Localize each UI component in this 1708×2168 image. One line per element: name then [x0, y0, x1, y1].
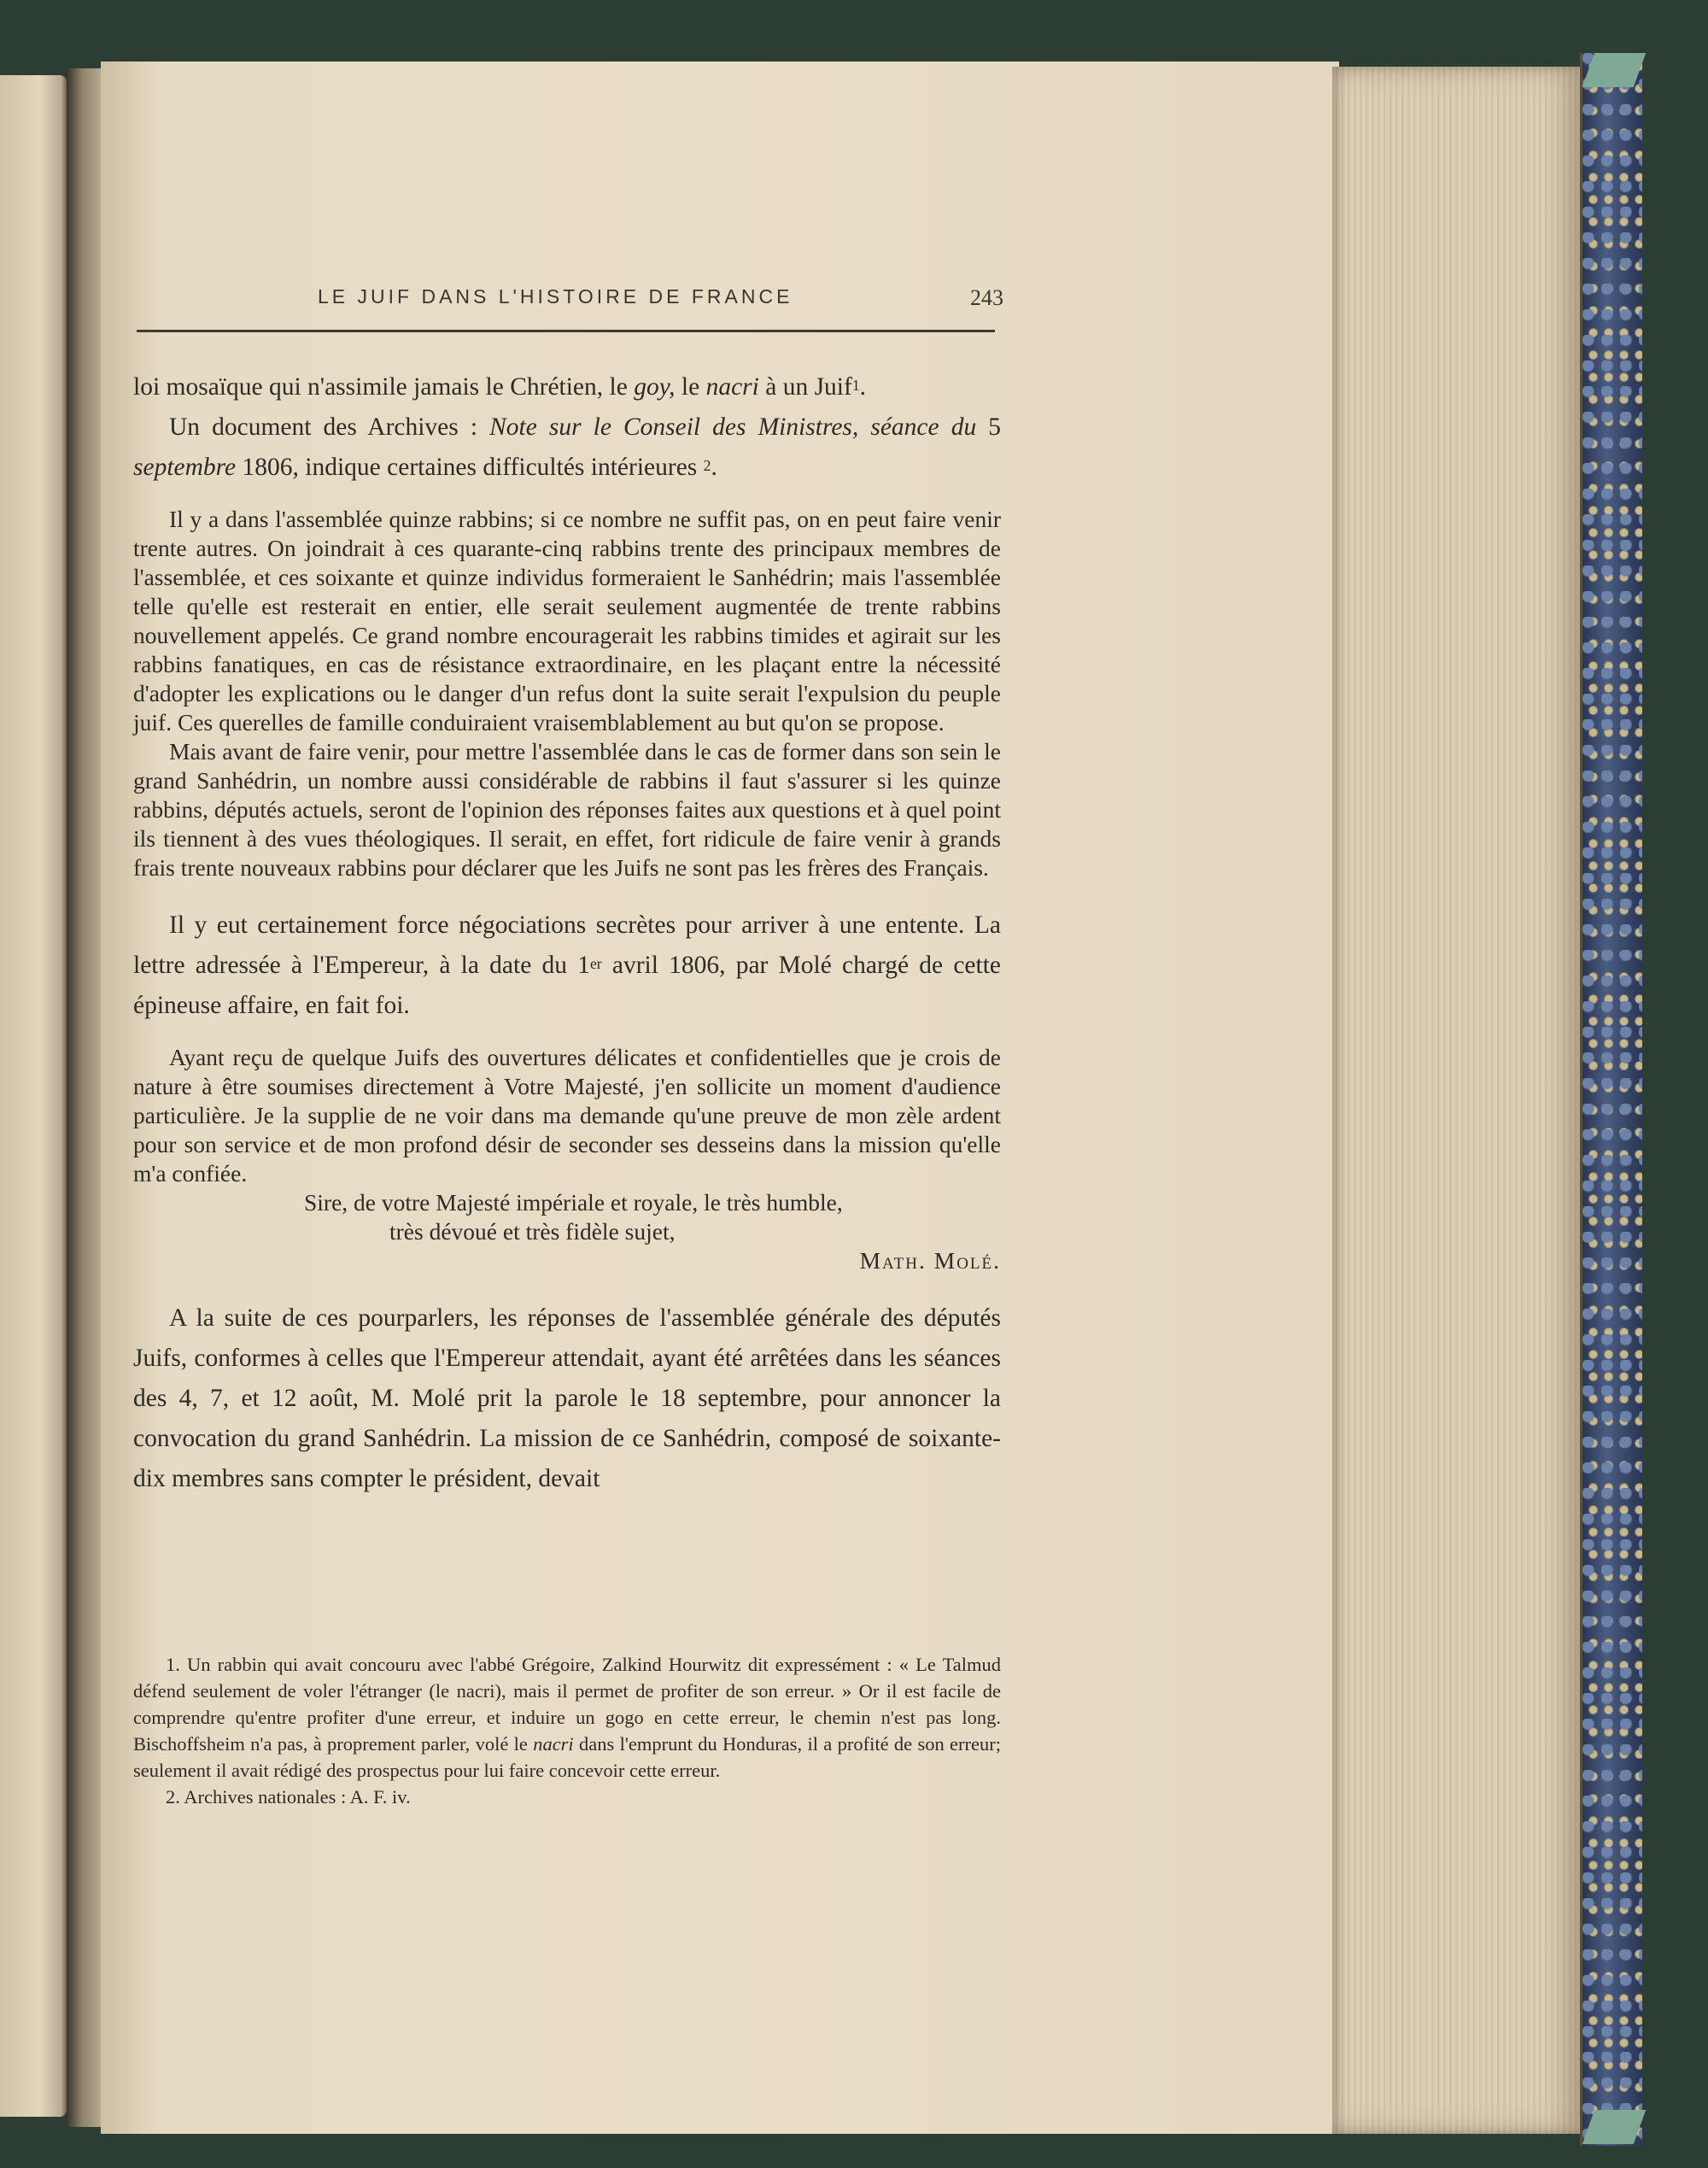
paragraph-2: Un document des Archives : Note sur le Conseil des Ministres, séance du 5 septembre 1806, indique certaines difficultés intérieures $^2$.	[133, 413, 1001, 481]
paragraph-4: A la suite de ces pourparlers, les réponses de l'assemblée générale des députés Juifs, conformes à celles que l'Empereur attendait, ayant été arrêtées dans les séances des 4, 7, et 12 août, M. Molé prit la parole le 18 septembre, pour annoncer la convocation du grand Sanhédrin. La mission de ce Sanhédrin, composé de soixante-dix membres sans compter le président, devait	[133, 1304, 1001, 1492]
footnote-ref-1: 1	[851, 377, 860, 394]
page-number: 243	[970, 285, 1003, 310]
header-rule	[137, 330, 995, 332]
page-fore-edge	[1332, 67, 1584, 2134]
quote-1-paragraph-1: Il y a dans l'assemblée quinze rabbins; si ce nombre ne suffit pas, on en peut faire venir trente autres. On joindrait à ces quarante-cinq rabbins trente des principaux membres de l'assemblée, et ces soixante et quinze individus formeraient le Sanhédrin; mais l'assemblée telle qu'elle est resterait en entier, elle serait seulement augmentée de trente rabbins nouvellement appelés. Ce grand nombre encouragerait les rabbins timides et agirait sur les rabbins fanatiques, en cas de résistance extraordinaire, en les plaçant entre la nécessité d'adopter les explications ou le danger d'un refus dont la suite serait l'expulsion du peuple juif. Ces querelles de famille conduiraient vraisemblablement au but qu'on se propose.	[133, 506, 1001, 735]
footnote-2: 2. Archives nationales : A. F. iv.	[166, 1786, 411, 1808]
footnotes	[133, 1651, 1001, 1810]
signature-line-2: très dévoué et très fidèle sujet,	[389, 1218, 676, 1245]
footnote-1: 1. Un rabbin qui avait concouru avec l'abbé Grégoire, Zalkind Hourwitz dit expressément : « Le Talmud défend seulement de voler l'étranger (le nacri), mais il permet de profiter de son erreur. » Or il est facile de comprendre qu'entre profiter d'une erreur, et induire un gogo en cette erreur, le chemin n'est pas long. Bischoffsheim n'a pas, à proprement parler, volé le nacri dans l'emprunt du Honduras, il a profité de son erreur; seulement il avait rédigé des prospectus pour lui faire concevoir cette erreur.	[133, 1654, 1001, 1781]
left-page-edge	[0, 75, 67, 2117]
running-header: LE JUIF DANS L'HISTOIRE DE FRANCE	[318, 285, 793, 308]
quote-1-paragraph-2: Mais avant de faire venir, pour mettre l'assemblée dans le cas de former dans son sein le grand Sanhédrin, un nombre aussi considérable de rabbins il faut s'assurer si les quinze rabbins, députés actuels, seront de l'opinion des réponses faites aux questions et à quel point ils tiennent à des vues théologiques. Il serait, en effet, fort ridicule de faire venir à grands frais trente nouveaux rabbins pour déclarer que les Juifs ne sont pas les frères des Français.	[133, 738, 1001, 881]
quote-2: Ayant reçu de quelque Juifs des ouvertures délicates et confidentielles que je crois de nature à être soumises directement à Votre Majesté, j'en sollicite un moment d'audience particulière. Je la supplie de ne voir dans ma demande qu'une preuve de mon zèle ardent pour son service et de mon profond désir de seconder ses desseins dans la mission qu'elle m'a confiée.	[133, 1044, 1001, 1187]
footnote-ref-2: 2	[703, 457, 711, 474]
signature-name: Math. Molé.	[859, 1247, 1001, 1274]
book-cover-marbled	[1580, 53, 1642, 2146]
main-text	[133, 367, 1001, 1499]
paragraph-3: Il y eut certainement force négociations secrètes pour arriver à une entente. La lettre adressée à l'Empereur, à la date du 1er avril 1806, par Molé chargé de cette épineuse affaire, en fait foi.	[133, 911, 1002, 1019]
signature-line-1: Sire, de votre Majesté impériale et royale, le très humble,	[304, 1189, 843, 1216]
paragraph-1: loi mosaïque qui n'assimile jamais le Chrétien, le goy, le nacri à un Juif$^1$.	[133, 373, 867, 401]
